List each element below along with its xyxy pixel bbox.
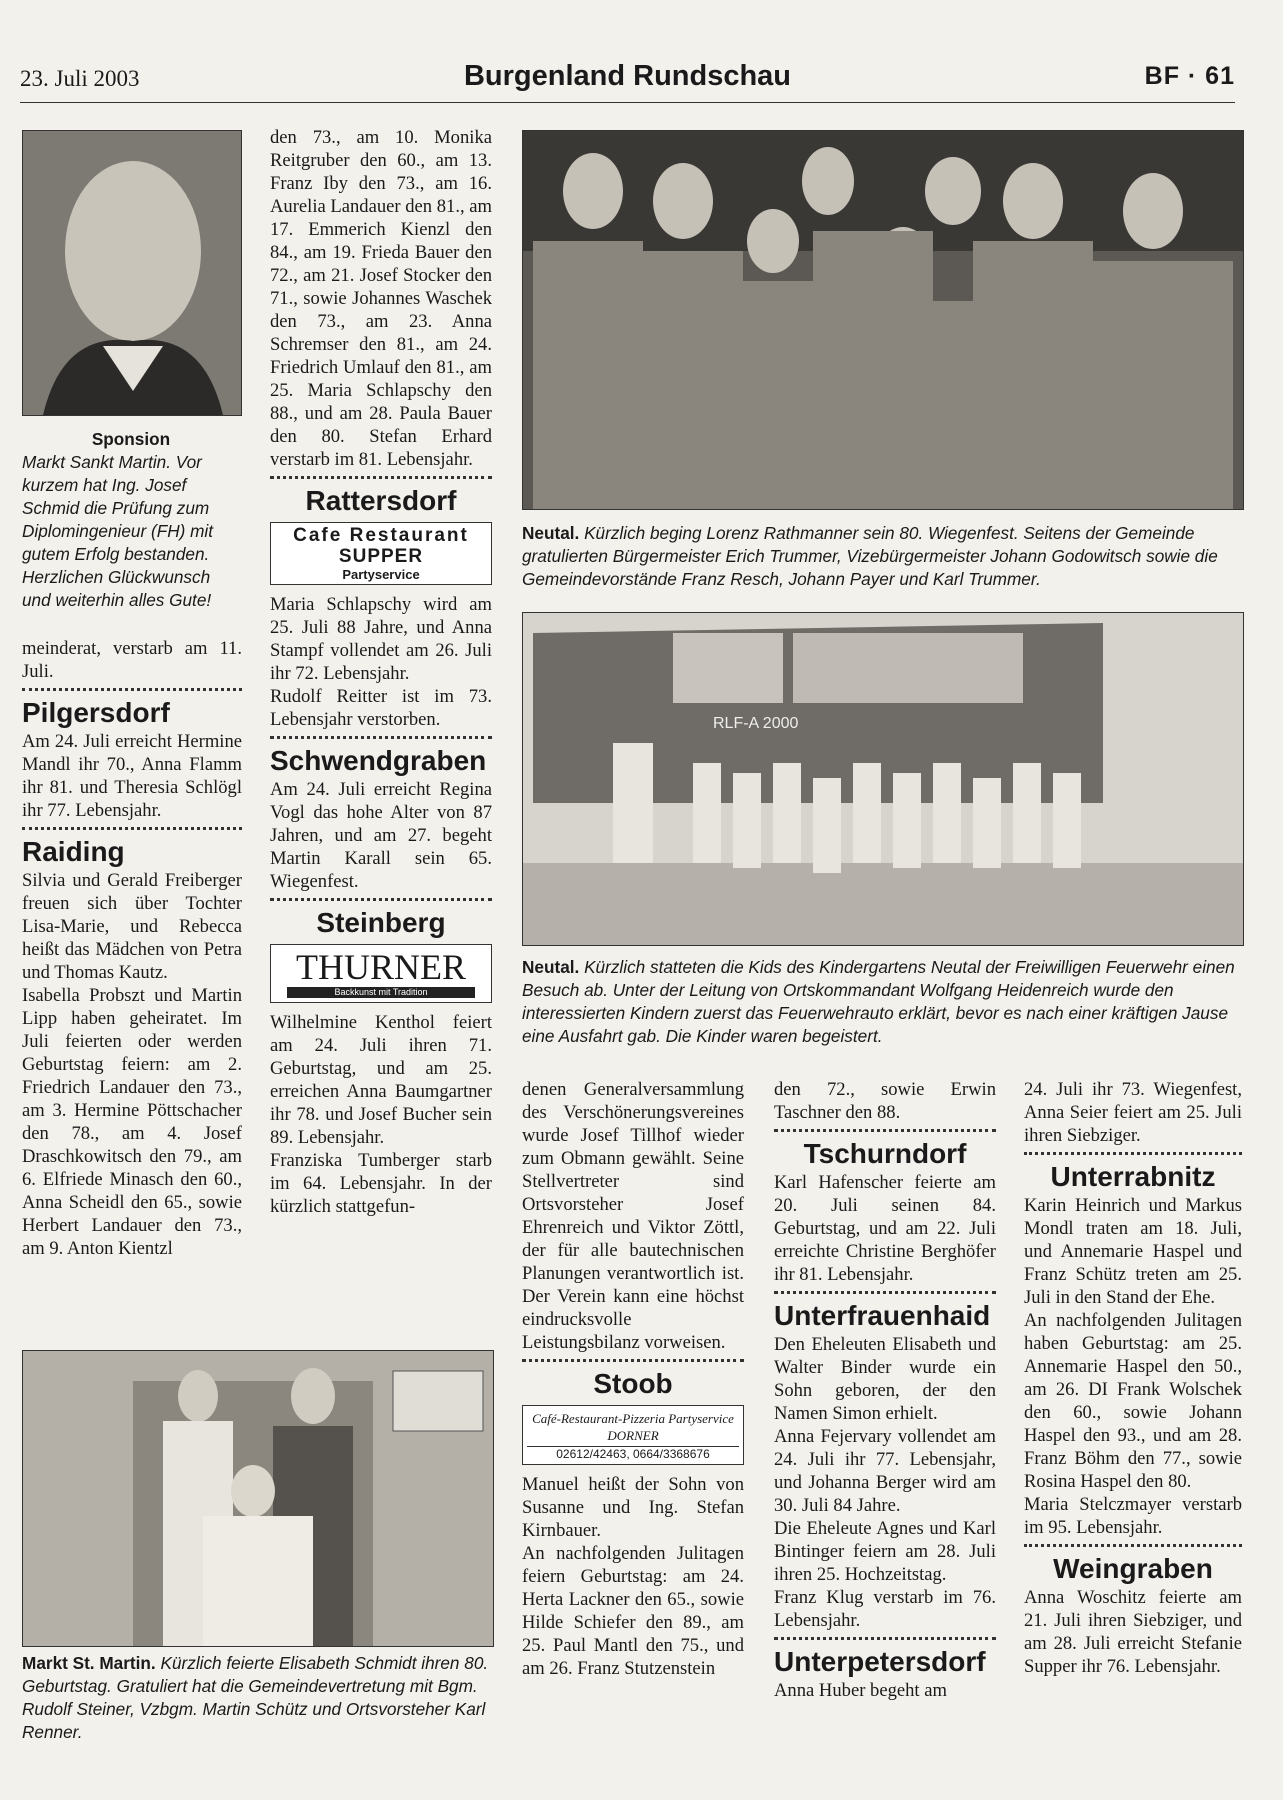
heading-schwendgraben: Schwendgraben <box>270 745 487 776</box>
heading-stoob: Stoob <box>593 1368 673 1399</box>
pilgersdorf-text: Am 24. Juli erreicht Hermine Mandl ihr 70., Anna Flamm ihr 81. und Theresia Schlögl ihr 77. Lebensjahr. <box>22 731 242 821</box>
photo1-caption-place: Neutal. <box>522 523 580 543</box>
photo-elisabeth-schmidt-birthday <box>22 1350 494 1647</box>
ad-dorner-name: Café-Restaurant-Pizzeria Partyservice DORNER <box>532 1411 734 1443</box>
separator <box>22 827 242 830</box>
unterpetersdorf-text: Anna Huber begeht am <box>774 1680 947 1701</box>
column-3 <box>522 1078 744 1680</box>
photo-kindergarten-fire-brigade <box>522 612 1244 946</box>
photo3-caption-text: Kürzlich feierte Elisabeth Schmidt ihren 80. Geburtstag. Gratuliert hat die Gemeindevertretung mit Bgm. Rudolf Steiner, Vzbgm. Martin Schütz und Ortsvorsteher Karl Renner. <box>22 1653 489 1742</box>
separator <box>1024 1152 1242 1155</box>
unterrabnitz-text-3: Maria Stelczmayer verstarb im 95. Lebensjahr. <box>1024 1494 1242 1538</box>
ad-thurner-tagline: Backkunst mit Tradition <box>287 987 475 998</box>
heading-rattersdorf: Rattersdorf <box>305 485 457 516</box>
heading-unterrabnitz: Unterrabnitz <box>1050 1161 1216 1192</box>
unterrabnitz-text-2: An nachfolgenden Julitagen haben Geburtstag: am 25. Annemarie Haspel den 50., am 26. DI Frank Wolschek den 60., sowie Johann Haspel den 93., und am 28. Franz Böhm den 77., sowie Rosina Haspel den 80. <box>1024 1310 1242 1492</box>
photo2-caption-place: Neutal. <box>522 957 580 977</box>
stoob-text-1: Manuel heißt der Sohn von Susanne und Ing. Stefan Kirnbauer. <box>522 1474 744 1541</box>
column-5 <box>1024 1078 1242 1678</box>
page-header <box>20 60 1235 103</box>
col3-continuation: denen Generalversammlung des Verschönerungsvereines wurde Josef Tillhof wieder zum Obmann gewählt. Seine Stellvertreter sind Ortsvorsteher Josef Ehrenreich und Viktor Zöttl, der für alle bautechnischen Planungen verantwortlich ist. Der Verein kann eine höchst eindrucksvolle Leistungsbilanz vorweisen. <box>522 1079 744 1353</box>
rattersdorf-text-2: Rudolf Reitter ist im 73. Lebensjahr verstorben. <box>270 686 492 730</box>
fire-truck-label: RLF-A 2000 <box>713 715 799 732</box>
ad-thurner-logo: THURNER <box>296 947 466 987</box>
tschurndorf-text: Karl Hafenscher feierte am 20. Juli seinen 84. Geburtstag, und am 22. Juli erreichte Christine Berghöfer ihr 81. Lebensjahr. <box>774 1172 996 1285</box>
separator <box>774 1129 996 1132</box>
raiding-text-1: Silvia und Gerald Freiberger freuen sich über Tochter Lisa-Marie, und Rebecca heißt das Mädchen von Petra und Thomas Kautz. <box>22 870 242 983</box>
sponsion-portrait-photo <box>22 130 242 416</box>
page-number: BF · 61 <box>1144 62 1235 90</box>
separator <box>774 1291 996 1294</box>
separator <box>1024 1544 1242 1547</box>
separator <box>270 898 492 901</box>
ad-dorner <box>522 1405 744 1465</box>
photo2-caption-text: Kürzlich statteten die Kids des Kindergartens Neutal der Freiwilligen Feuerwehr einen Besuch ab. Unter der Leitung von Ortskommandant Wolfgang Heidenreich wurde den interessierten Kindern zuerst das Feuerwehrauto erklärt, bevor es nach einer kräftigen Jause eine Ausfahrt gab. Die Kinder waren begeistert. <box>522 957 1235 1046</box>
photo-rathmanner-birthday <box>522 130 1244 510</box>
heading-tschurndorf: Tschurndorf <box>803 1138 967 1169</box>
separator <box>270 476 492 479</box>
schwendgraben-text: Am 24. Juli erreicht Regina Vogl das hohe Alter von 87 Jahren, und am 27. begeht Martin Karall sein 65. Wiegenfest. <box>270 779 492 892</box>
heading-pilgersdorf: Pilgersdorf <box>22 697 170 728</box>
ad-dorner-phone: 02612/42463, 0664/3368676 <box>527 1446 739 1462</box>
weingraben-text: Anna Woschitz feierte am 21. Juli ihren Siebziger, und am 28. Juli erreicht Stefanie Supper ihr 76. Lebensjahr. <box>1024 1587 1242 1677</box>
col1-continuation: meinderat, verstarb am 11. Juli. <box>22 638 242 682</box>
unterfrauenhaid-text-2: Anna Fejervary vollendet am 24. Juli ihr 77. Lebensjahr, und Johanna Berger wird am 30. Juli 84 Jahre. <box>774 1426 996 1516</box>
column-2 <box>270 126 492 1218</box>
col5-continuation: 24. Juli ihr 73. Wiegenfest, Anna Seier feiert am 25. Juli ihren Siebziger. <box>1024 1079 1242 1146</box>
unterfrauenhaid-text-1: Den Eheleuten Elisabeth und Walter Binder wurde ein Sohn geboren, der den Namen Simon erhielt. <box>774 1334 996 1424</box>
steinberg-text-1: Wilhelmine Kenthol feiert am 24. Juli ihren 71. Geburtstag, und am 25. erreichen Anna Baumgartner ihr 78. und Josef Bucher sein 89. Lebensjahr. <box>270 1012 492 1148</box>
sponsion-caption <box>22 428 240 612</box>
ad-cafe-supper <box>270 522 492 585</box>
sponsion-text: Markt Sankt Martin. Vor kurzem hat Ing. Josef Schmid die Prüfung zum Diplomingenieur (FH) mit gutem Erfolg bestanden. Herzlichen Glückwunsch und weiterhin alles Gute! <box>22 452 214 610</box>
photo1-caption <box>522 522 1242 591</box>
column-4 <box>774 1078 996 1702</box>
issue-date: 23. Juli 2003 <box>20 66 140 91</box>
separator <box>22 688 242 691</box>
unterrabnitz-text-1: Karin Heinrich und Markus Mondl traten am 18. Juli, und Annemarie Haspel und Franz Schütz treten am 25. Juli in den Stand der Ehe. <box>1024 1195 1242 1308</box>
newspaper-title: Burgenland Rundschau <box>463 60 792 92</box>
separator <box>270 736 492 739</box>
heading-raiding: Raiding <box>22 836 125 867</box>
photo2-caption <box>522 956 1242 1048</box>
ad-supper-line3: Partyservice <box>342 567 420 582</box>
ad-supper-line2: SUPPER <box>338 546 424 567</box>
unterfrauenhaid-text-4: Franz Klug verstarb im 76. Lebensjahr. <box>774 1587 996 1631</box>
stoob-text-2: An nachfolgenden Julitagen feiern Geburtstag: am 24. Herta Lackner den 65., sowie Hilde Schiefer den 89., am 25. Paul Mantl den 75., und am 26. Franz Stutzenstein <box>522 1543 744 1679</box>
col4-continuation: den 72., sowie Erwin Taschner den 88. <box>774 1079 996 1123</box>
photo3-caption-place: Markt St. Martin. <box>22 1653 156 1673</box>
rattersdorf-text-1: Maria Schlapschy wird am 25. Juli 88 Jahre, und Anna Stampf vollendet am 26. Juli ihr 72. Lebensjahr. <box>270 594 492 684</box>
photo3-caption <box>22 1652 500 1744</box>
sponsion-title: Sponsion <box>91 429 171 449</box>
heading-weingraben: Weingraben <box>1053 1553 1213 1584</box>
unterfrauenhaid-text-3: Die Eheleute Agnes und Karl Bintinger feiern am 28. Juli ihren 25. Hochzeitstag. <box>774 1518 996 1585</box>
ad-supper-line1: Cafe Restaurant <box>293 525 469 546</box>
col2-continuation: den 73., am 10. Monika Reitgruber den 60., am 13. Franz Iby den 73., am 16. Aurelia Landauer den 81., am 17. Emmerich Kienzl den 84., am 19. Frieda Bauer den 72., am 21. Josef Stocker den 71., sowie Johannes Waschek den 73., am 23. Anna Schremser den 81., am 24. Friedrich Umlauf den 81., am 25. Maria Schlapschy den 88., und am 28. Paula Bauer den 80. Stefan Erhard verstarb im 81. Lebensjahr. <box>270 127 492 470</box>
raiding-text-2: Isabella Probszt und Martin Lipp haben geheiratet. Im Juli feierten oder werden Geburtstag feiern: am 2. Friedrich Landauer den 73., am 3. Hermine Pöttschacher den 78., am 4. Josef Draschkowitsch den 79., am 6. Elfriede Minasch den 60., Anna Scheidl den 65., sowie Herbert Landauer den 73., am 9. Anton Kientzl <box>22 985 242 1259</box>
photo1-caption-text: Kürzlich beging Lorenz Rathmanner sein 80. Wiegenfest. Seitens der Gemeinde gratulierten Bürgermeister Erich Trummer, Vizebürgermeister Johann Godowitsch sowie die Gemeindevorstände Franz Resch, Johann Payer und Karl Trummer. <box>522 523 1218 589</box>
heading-steinberg: Steinberg <box>316 907 446 938</box>
separator <box>522 1359 744 1362</box>
separator <box>774 1637 996 1640</box>
heading-unterpetersdorf: Unterpetersdorf <box>774 1646 986 1677</box>
ad-thurner <box>270 944 492 1003</box>
heading-unterfrauenhaid: Unterfrauenhaid <box>774 1300 991 1331</box>
steinberg-text-2: Franziska Tumberger starb im 64. Lebensjahr. In der kürzlich stattgefun- <box>270 1150 492 1217</box>
column-1 <box>22 637 242 1260</box>
